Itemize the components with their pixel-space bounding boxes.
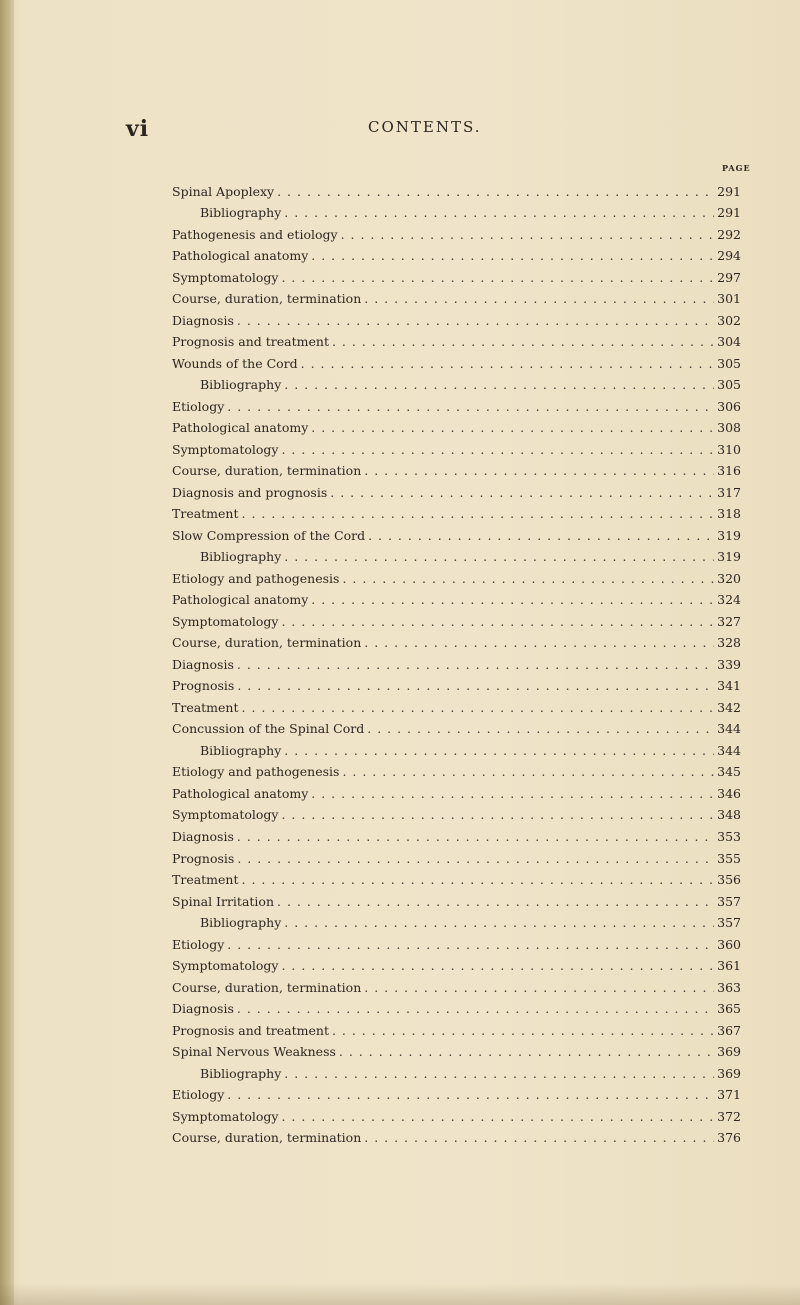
toc-entry bbox=[172, 1016, 741, 1038]
dot-leader bbox=[339, 1045, 714, 1059]
toc-entry-page: 341 bbox=[717, 678, 741, 694]
toc-entry-page: 291 bbox=[717, 205, 741, 221]
toc-entry-title: Bibliography bbox=[200, 205, 282, 221]
toc-entry bbox=[172, 887, 741, 909]
toc-entry-page: 294 bbox=[717, 248, 741, 264]
toc-entry-page: 328 bbox=[717, 635, 741, 651]
dot-leader bbox=[332, 335, 714, 349]
toc-entry-title: Slow Compression of the Cord bbox=[172, 527, 366, 543]
toc-entry-page: 305 bbox=[717, 355, 741, 371]
toc-entry-page: 372 bbox=[717, 1108, 741, 1124]
toc-entry bbox=[172, 650, 741, 672]
toc-entry-title: Bibliography bbox=[200, 549, 282, 565]
toc-entry bbox=[172, 435, 741, 457]
toc-entry-title: Spinal Nervous Weakness bbox=[172, 1044, 336, 1060]
dot-leader bbox=[311, 787, 714, 801]
toc-entry-page: 306 bbox=[717, 398, 741, 414]
toc-entry-page: 291 bbox=[717, 183, 741, 199]
toc-entry-title: Diagnosis bbox=[172, 656, 234, 672]
toc-entry bbox=[172, 693, 741, 715]
toc-entry-page: 319 bbox=[717, 549, 741, 565]
dot-leader bbox=[364, 981, 714, 995]
toc-entry-title: Symptomatology bbox=[172, 807, 279, 823]
toc-entry-page: 292 bbox=[717, 226, 741, 242]
toc-entry-page: 345 bbox=[717, 764, 741, 780]
toc-entry-page: 355 bbox=[717, 850, 741, 866]
running-head: CONTENTS. bbox=[368, 118, 482, 136]
dot-leader bbox=[237, 830, 714, 844]
toc-entry-title: Etiology and pathogenesis bbox=[172, 570, 340, 586]
page-number: vi bbox=[126, 116, 150, 142]
toc-entry bbox=[172, 543, 741, 565]
toc-entry-title: Symptomatology bbox=[172, 1108, 279, 1124]
toc-entry bbox=[172, 177, 741, 199]
dot-leader bbox=[281, 615, 714, 629]
toc-entry-page: 297 bbox=[717, 269, 741, 285]
toc-entry bbox=[172, 349, 741, 371]
dot-leader bbox=[364, 292, 714, 306]
toc-entry-title: Diagnosis bbox=[172, 312, 234, 328]
toc-entry-page: 310 bbox=[717, 441, 741, 457]
toc-entry bbox=[172, 457, 741, 479]
dot-leader bbox=[281, 443, 714, 457]
toc-entry-page: 305 bbox=[717, 377, 741, 393]
toc-entry-page: 360 bbox=[717, 936, 741, 952]
toc-entry-page: 348 bbox=[717, 807, 741, 823]
toc-entry bbox=[172, 1124, 741, 1146]
dot-leader bbox=[281, 271, 714, 285]
toc-entry-page: 308 bbox=[717, 420, 741, 436]
dot-leader bbox=[330, 486, 714, 500]
toc-entry-page: 302 bbox=[717, 312, 741, 328]
dot-leader bbox=[368, 529, 714, 543]
toc-entry bbox=[172, 822, 741, 844]
toc-entry bbox=[172, 779, 741, 801]
dot-leader bbox=[277, 185, 714, 199]
toc-entry bbox=[172, 930, 741, 952]
page-column-label: PAGE bbox=[722, 163, 751, 173]
toc-entry-title: Bibliography bbox=[200, 915, 282, 931]
toc-entry bbox=[172, 1038, 741, 1060]
dot-leader bbox=[242, 507, 715, 521]
toc-entry-title: Spinal Apoplexy bbox=[172, 183, 275, 199]
toc-entry-page: 353 bbox=[717, 828, 741, 844]
toc-entry bbox=[172, 521, 741, 543]
dot-leader bbox=[284, 550, 714, 564]
dot-leader bbox=[301, 357, 714, 371]
toc-entry-title: Prognosis and treatment bbox=[172, 334, 329, 350]
toc-entry-title: Pathological anatomy bbox=[172, 248, 309, 264]
toc-entry-page: 324 bbox=[717, 592, 741, 608]
toc-entry bbox=[172, 1081, 741, 1103]
toc-entry bbox=[172, 500, 741, 522]
dot-leader bbox=[227, 400, 714, 414]
toc-entry-title: Etiology bbox=[172, 936, 225, 952]
toc-entry-title: Treatment bbox=[172, 872, 239, 888]
toc-entry-title: Symptomatology bbox=[172, 269, 279, 285]
dot-leader bbox=[284, 916, 714, 930]
toc-entry-title: Course, duration, termination bbox=[172, 1130, 362, 1146]
toc-entry bbox=[172, 285, 741, 307]
toc-entry-title: Pathological anatomy bbox=[172, 420, 309, 436]
toc-entry-title: Pathological anatomy bbox=[172, 592, 309, 608]
dot-leader bbox=[342, 572, 714, 586]
dot-leader bbox=[311, 421, 714, 435]
toc-entry bbox=[172, 758, 741, 780]
dot-leader bbox=[342, 765, 714, 779]
toc-entry bbox=[172, 607, 741, 629]
toc-entry bbox=[172, 1102, 741, 1124]
dot-leader bbox=[311, 593, 714, 607]
toc-entry bbox=[172, 371, 741, 393]
dot-leader bbox=[237, 658, 714, 672]
toc-entry-title: Diagnosis bbox=[172, 828, 234, 844]
dot-leader bbox=[277, 895, 714, 909]
toc-entry-page: 363 bbox=[717, 979, 741, 995]
dot-leader bbox=[281, 959, 714, 973]
toc-entry bbox=[172, 801, 741, 823]
toc-entry-title: Etiology bbox=[172, 1087, 225, 1103]
toc-entry-title: Concussion of the Spinal Cord bbox=[172, 721, 365, 737]
toc-entry-title: Bibliography bbox=[200, 377, 282, 393]
dot-leader bbox=[237, 1002, 714, 1016]
dot-leader bbox=[227, 938, 714, 952]
dot-leader bbox=[281, 1110, 714, 1124]
dot-leader bbox=[242, 873, 715, 887]
dot-leader bbox=[341, 228, 715, 242]
toc-entry bbox=[172, 629, 741, 651]
toc-entry-page: 316 bbox=[717, 463, 741, 479]
dot-leader bbox=[367, 722, 714, 736]
toc-entry bbox=[172, 392, 741, 414]
toc-entry bbox=[172, 564, 741, 586]
toc-entry-page: 339 bbox=[717, 656, 741, 672]
toc-entry-page: 367 bbox=[717, 1022, 741, 1038]
toc-entry bbox=[172, 866, 741, 888]
toc-entry-title: Treatment bbox=[172, 699, 239, 715]
dot-leader bbox=[227, 1088, 714, 1102]
toc-entry-title: Bibliography bbox=[200, 1065, 282, 1081]
toc-entry bbox=[172, 844, 741, 866]
dot-leader bbox=[237, 314, 714, 328]
toc-entry-title: Course, duration, termination bbox=[172, 635, 362, 651]
toc-entry-page: 344 bbox=[717, 721, 741, 737]
toc-entry-page: 301 bbox=[717, 291, 741, 307]
toc-entry-title: Symptomatology bbox=[172, 613, 279, 629]
dot-leader bbox=[364, 636, 714, 650]
dot-leader bbox=[364, 1131, 714, 1145]
toc-entry-page: 369 bbox=[717, 1065, 741, 1081]
toc-entry-page: 327 bbox=[717, 613, 741, 629]
table-of-contents bbox=[172, 177, 741, 1145]
toc-entry bbox=[172, 736, 741, 758]
dot-leader bbox=[281, 808, 714, 822]
toc-entry-title: Course, duration, termination bbox=[172, 291, 362, 307]
toc-entry bbox=[172, 973, 741, 995]
toc-entry bbox=[172, 242, 741, 264]
toc-entry-title: Treatment bbox=[172, 506, 239, 522]
toc-entry-page: 357 bbox=[717, 893, 741, 909]
toc-entry bbox=[172, 715, 741, 737]
toc-entry-title: Bibliography bbox=[200, 742, 282, 758]
toc-entry-page: 371 bbox=[717, 1087, 741, 1103]
toc-entry bbox=[172, 909, 741, 931]
toc-entry-title: Course, duration, termination bbox=[172, 463, 362, 479]
toc-entry-page: 319 bbox=[717, 527, 741, 543]
toc-entry-page: 369 bbox=[717, 1044, 741, 1060]
dot-leader bbox=[311, 249, 714, 263]
dot-leader bbox=[242, 701, 715, 715]
toc-entry-page: 356 bbox=[717, 872, 741, 888]
toc-entry-page: 318 bbox=[717, 506, 741, 522]
toc-entry-title: Pathogenesis and etiology bbox=[172, 226, 338, 242]
toc-entry-page: 317 bbox=[717, 484, 741, 500]
toc-entry bbox=[172, 952, 741, 974]
toc-entry bbox=[172, 328, 741, 350]
toc-entry-title: Etiology and pathogenesis bbox=[172, 764, 340, 780]
toc-entry-page: 346 bbox=[717, 785, 741, 801]
dot-leader bbox=[284, 1067, 714, 1081]
toc-entry bbox=[172, 1059, 741, 1081]
toc-entry-page: 376 bbox=[717, 1130, 741, 1146]
toc-entry-page: 357 bbox=[717, 915, 741, 931]
dot-leader bbox=[237, 679, 714, 693]
dot-leader bbox=[284, 206, 714, 220]
toc-entry-title: Prognosis and treatment bbox=[172, 1022, 329, 1038]
dot-leader bbox=[284, 378, 714, 392]
toc-entry bbox=[172, 263, 741, 285]
toc-entry-title: Diagnosis and prognosis bbox=[172, 484, 328, 500]
dot-leader bbox=[364, 464, 714, 478]
toc-entry bbox=[172, 478, 741, 500]
toc-entry-page: 304 bbox=[717, 334, 741, 350]
dot-leader bbox=[284, 744, 714, 758]
toc-entry-title: Etiology bbox=[172, 398, 225, 414]
toc-entry-title: Prognosis bbox=[172, 678, 235, 694]
dot-leader bbox=[237, 852, 714, 866]
page-bottom-edge bbox=[0, 1283, 800, 1305]
toc-entry-title: Spinal Irritation bbox=[172, 893, 274, 909]
toc-entry-title: Symptomatology bbox=[172, 441, 279, 457]
toc-entry bbox=[172, 995, 741, 1017]
toc-entry bbox=[172, 220, 741, 242]
page-gutter-shadow bbox=[0, 0, 14, 1305]
toc-entry-page: 320 bbox=[717, 570, 741, 586]
toc-entry-title: Diagnosis bbox=[172, 1001, 234, 1017]
toc-entry bbox=[172, 586, 741, 608]
toc-entry-title: Course, duration, termination bbox=[172, 979, 362, 995]
toc-entry-title: Prognosis bbox=[172, 850, 235, 866]
toc-entry-title: Wounds of the Cord bbox=[172, 355, 298, 371]
toc-entry bbox=[172, 672, 741, 694]
toc-entry-page: 365 bbox=[717, 1001, 741, 1017]
toc-entry-page: 342 bbox=[717, 699, 741, 715]
toc-entry-page: 344 bbox=[717, 742, 741, 758]
toc-entry-page: 361 bbox=[717, 958, 741, 974]
toc-entry bbox=[172, 199, 741, 221]
toc-entry-title: Pathological anatomy bbox=[172, 785, 309, 801]
dot-leader bbox=[332, 1024, 714, 1038]
toc-entry bbox=[172, 414, 741, 436]
toc-entry bbox=[172, 306, 741, 328]
toc-entry-title: Symptomatology bbox=[172, 958, 279, 974]
